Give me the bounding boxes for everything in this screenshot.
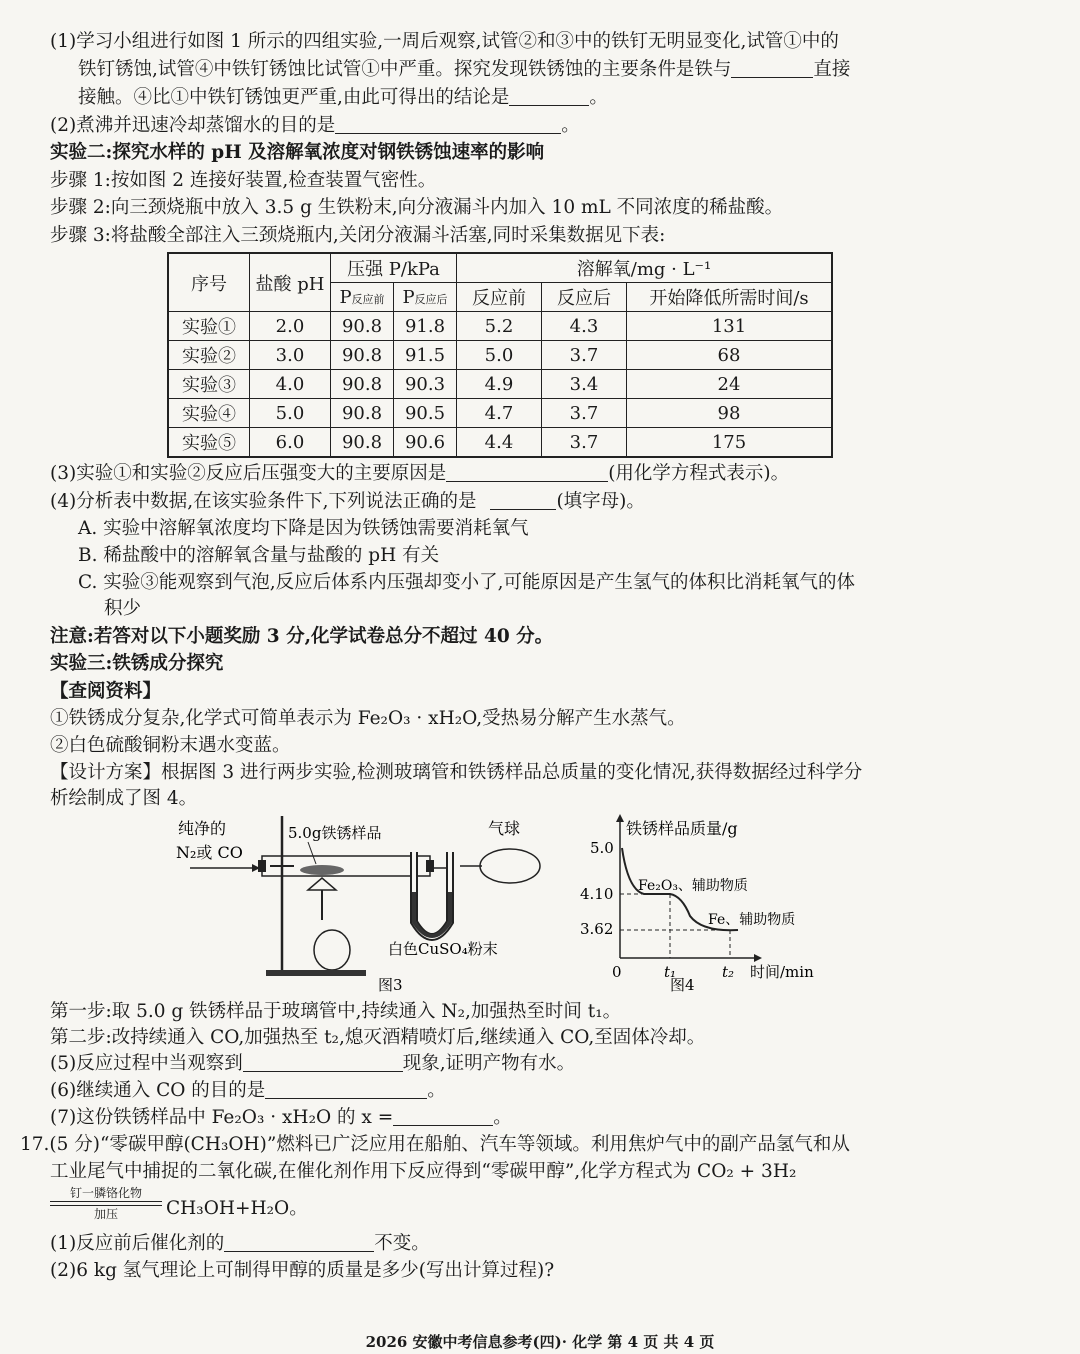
- table-cell-o2: 3.7: [542, 428, 627, 458]
- q1-blank-2[interactable]: [509, 87, 589, 106]
- fig3-alcohol-lamp: [314, 930, 350, 970]
- q2-blank[interactable]: [335, 115, 561, 134]
- table-cell-o2: 3.7: [542, 399, 627, 428]
- step-second: 第二步:改持续通入 CO,加强热至 t₂,熄灭酒精喷灯后,继续通入 CO,至固体冷却。: [50, 1027, 706, 1048]
- q5-blank[interactable]: [243, 1053, 403, 1072]
- table-cell-name: 实验⑤: [168, 428, 250, 458]
- fig4-label-fe: Fe、辅助物质: [708, 912, 796, 928]
- table-cell-ph: 6.0: [250, 428, 331, 458]
- table-cell-o1: 4.4: [457, 428, 542, 458]
- q7-end: 。: [493, 1107, 512, 1128]
- table-cell-t: 24: [627, 370, 833, 399]
- q2-line: [50, 114, 580, 138]
- header-index: 序号: [168, 253, 250, 312]
- table-cell-name: 实验④: [168, 399, 250, 428]
- fig3-cuso4-label: 白色CuSO₄粉末: [388, 940, 498, 958]
- fig3-gas-label2: N₂或 CO: [176, 843, 243, 862]
- q4-option-c: C. 实验③能观察到气泡,反应后体系内压强却变小了,可能原因是产生氢气的体积比消耗氧气的体: [78, 572, 856, 593]
- table-cell-p1: 90.8: [331, 312, 394, 341]
- fig4-origin: 0: [612, 963, 622, 981]
- page-footer: 2026 安徽中考信息参考(四)· 化学 第 4 页 共 4 页: [365, 1333, 715, 1351]
- q17-equals-sign: [50, 1201, 162, 1206]
- q6-blank[interactable]: [265, 1080, 427, 1099]
- table-row: [168, 341, 832, 370]
- q1-line3-end: 。: [589, 87, 608, 108]
- table-cell-p2: 91.5: [394, 341, 457, 370]
- fig4-y-tick-3: 3.62: [580, 920, 614, 938]
- fig3-balloon-label: 气球: [488, 819, 521, 838]
- table-cell-t: 131: [627, 312, 833, 341]
- table-cell-p1: 90.8: [331, 399, 394, 428]
- q4-line: [50, 490, 645, 514]
- q17-sub1-blank[interactable]: [224, 1233, 374, 1252]
- exp2-title: 实验二:探究水样的 pH 及溶解氧浓度对钢铁锈蚀速率的影响: [50, 142, 545, 163]
- exp2-step2: 步骤 2:向三颈烧瓶中放入 3.5 g 生铁粉末,向分液漏斗内加入 10 mL 不同浓度的稀盐酸。: [50, 197, 784, 218]
- q4-text: (4)分析表中数据,在该实验条件下,下列说法正确的是: [50, 491, 477, 512]
- q3-text: (3)实验①和实验②反应后压强变大的主要原因是: [50, 463, 447, 484]
- fig3-rust-sample: [300, 865, 344, 875]
- fig3-stand-base: [266, 970, 366, 976]
- step-first: 第一步:取 5.0 g 铁锈样品于玻璃管中,持续通入 N₂,加强热至时间 t₁。: [50, 1001, 622, 1022]
- table-row: [168, 399, 832, 428]
- q4-option-c-cont: 积少: [104, 598, 142, 619]
- table-cell-p1: 90.8: [331, 428, 394, 458]
- fig4-y-label: 铁锈样品质量/g: [626, 819, 738, 838]
- q7-text: (7)这份铁锈样品中 Fe₂O₃ · xH₂O 的 x =: [50, 1107, 394, 1128]
- q3-blank[interactable]: [446, 463, 608, 482]
- header-oxygen: 溶解氧/mg · L⁻¹: [457, 253, 833, 283]
- table-row: [168, 370, 832, 399]
- table-cell-ph: 5.0: [250, 399, 331, 428]
- table-cell-p1: 90.8: [331, 370, 394, 399]
- exp2-step3: 步骤 3:将盐酸全部注入三颈烧瓶内,关闭分液漏斗活塞,同时采集数据见下表:: [50, 225, 666, 246]
- q5-end: 现象,证明产物有水。: [402, 1053, 576, 1074]
- data-table: [167, 252, 833, 458]
- q1-blank-1[interactable]: [731, 59, 813, 78]
- fig4-t2: t₂: [722, 963, 735, 981]
- table-cell-t: 68: [627, 341, 833, 370]
- table-cell-t: 98: [627, 399, 833, 428]
- q7-line: [50, 1106, 512, 1130]
- q17-sub2: (2)6 kg 氢气理论上可制得甲醇的质量是多少(写出计算过程)?: [50, 1260, 555, 1281]
- q17-cond-top: 钉一膦铬化物: [69, 1186, 142, 1200]
- table-cell-name: 实验①: [168, 312, 250, 341]
- q17-product: CH₃OH+H₂O。: [166, 1198, 308, 1219]
- header-p-before: P反应前: [331, 283, 394, 312]
- fig4-x-arrow: [754, 954, 762, 962]
- table-cell-p2: 91.8: [394, 312, 457, 341]
- header-o-before: 反应前: [457, 283, 542, 312]
- q1-line2: [78, 58, 850, 82]
- fig4-label-fe2o3: Fe₂O₃、辅助物质: [638, 878, 748, 894]
- q1-line3-text: 接触。④比①中铁钉锈蚀更严重,由此可得出的结论是: [78, 87, 510, 108]
- q6-text: (6)继续通入 CO 的目的是: [50, 1080, 266, 1101]
- q17-line2: 工业尾气中捕捉的二氧化碳,在催化剂作用下反应得到“零碳甲醇”,化学方程式为 CO₂ + 3H₂: [50, 1161, 797, 1182]
- q1-line2-end: 直接: [813, 59, 851, 80]
- header-time: 开始降低所需时间/s: [627, 283, 833, 312]
- fig4-x-label: 时间/min: [750, 963, 814, 981]
- exp3-ref2: ②白色硫酸铜粉末遇水变蓝。: [50, 735, 291, 756]
- fig3-balloon: [480, 849, 540, 883]
- table-cell-ph: 4.0: [250, 370, 331, 399]
- fig4-y-arrow: [616, 814, 624, 822]
- table-cell-o2: 3.7: [542, 341, 627, 370]
- q3-end: (用化学方程式表示)。: [608, 463, 790, 484]
- q3-line: [50, 462, 789, 486]
- table-cell-o2: 4.3: [542, 312, 627, 341]
- fig3-sample-pointer: [308, 842, 316, 864]
- exp3-ref-title: 【查阅资料】: [50, 681, 162, 702]
- header-o-after: 反应后: [542, 283, 627, 312]
- table-row: [168, 428, 832, 458]
- exp3-title: 实验三:铁锈成分探究: [50, 653, 224, 674]
- fig3-caption: 图3: [378, 976, 403, 994]
- exp2-step1: 步骤 1:按如图 2 连接好装置,检查装置气密性。: [50, 170, 437, 191]
- q17-sub1-end: 不变。: [374, 1233, 430, 1254]
- exp3-plan-line1: 【设计方案】根据图 3 进行两步实验,检测玻璃管和铁锈样品总质量的变化情况,获得数据经过科学分: [50, 762, 863, 783]
- figure-3-apparatus: [170, 812, 550, 997]
- q6-line: [50, 1079, 446, 1103]
- table-cell-name: 实验③: [168, 370, 250, 399]
- q6-end: 。: [427, 1080, 446, 1101]
- table-cell-ph: 2.0: [250, 312, 331, 341]
- fig3-stopper-right: [426, 860, 434, 872]
- fig3-cuso4-powder: [414, 892, 450, 936]
- q1-line3: [78, 86, 608, 110]
- table-cell-p2: 90.6: [394, 428, 457, 458]
- q17-line1: 17.(5 分)“零碳甲醇(CH₃OH)”燃料已广泛应用在船舶、汽车等领域。利用焦炉气中的副产品氢气和从: [20, 1134, 850, 1155]
- table-header-row-1: [168, 253, 832, 283]
- table-cell-o1: 4.7: [457, 399, 542, 428]
- q1-line2-text: 铁钉锈蚀,试管④中铁钉锈蚀比试管①中严重。探究发现铁锈蚀的主要条件是铁与: [78, 59, 732, 80]
- q17-cond-bottom: 加压: [93, 1207, 118, 1221]
- header-pressure: 压强 P/kPa: [331, 253, 457, 283]
- table-cell-name: 实验②: [168, 341, 250, 370]
- exp3-plan-line2: 析绘制成了图 4。: [50, 788, 198, 809]
- fig3-stopper-left: [258, 860, 266, 872]
- fig3-sample-label: 5.0g铁锈样品: [288, 824, 382, 842]
- q4-end: (填字母)。: [556, 491, 645, 512]
- table-cell-ph: 3.0: [250, 341, 331, 370]
- table-cell-p2: 90.5: [394, 399, 457, 428]
- q17-sub1: [50, 1232, 430, 1256]
- q2-end: 。: [561, 115, 580, 136]
- q4-option-b: B. 稀盐酸中的溶解氧含量与盐酸的 pH 有关: [78, 545, 440, 566]
- table-cell-o1: 5.0: [457, 341, 542, 370]
- table-cell-t: 175: [627, 428, 833, 458]
- table-cell-p1: 90.8: [331, 341, 394, 370]
- q17-sub1-text: (1)反应前后催化剂的: [50, 1233, 225, 1254]
- table-row: [168, 312, 832, 341]
- table-cell-p2: 90.3: [394, 370, 457, 399]
- header-p-after: P反应后: [394, 283, 457, 312]
- table-cell-o1: 5.2: [457, 312, 542, 341]
- fig3-burner-flame: [308, 878, 336, 890]
- table-cell-o2: 3.4: [542, 370, 627, 399]
- q1-line1: (1)学习小组进行如图 1 所示的四组实验,一周后观察,试管②和③中的铁钉无明显变化,试管①中的: [50, 31, 839, 52]
- q7-blank[interactable]: [393, 1107, 493, 1126]
- header-ph: 盐酸 pH: [250, 253, 331, 312]
- q2-text: (2)煮沸并迅速冷却蒸馏水的目的是: [50, 115, 336, 136]
- figure-4-graph: [578, 812, 840, 997]
- q5-line: [50, 1052, 575, 1076]
- q5-text: (5)反应过程中当观察到: [50, 1053, 243, 1074]
- q17-reaction-condition: [50, 1186, 162, 1221]
- fig4-t1: t₁: [664, 963, 677, 981]
- q4-blank[interactable]: [490, 491, 556, 510]
- exp3-ref1: ①铁锈成分复杂,化学式可简单表示为 Fe₂O₃ · xH₂O,受热易分解产生水蒸气。: [50, 708, 686, 729]
- fig4-y-tick-1: 5.0: [590, 839, 614, 857]
- fig3-gas-label1: 纯净的: [178, 819, 227, 838]
- fig4-caption: 图4: [670, 976, 695, 994]
- q4-option-a: A. 实验中溶解氧浓度均下降是因为铁锈蚀需要消耗氧气: [78, 518, 529, 539]
- bonus-note: 注意:若答对以下小题奖励 3 分,化学试卷总分不超过 40 分。: [50, 626, 554, 647]
- fig4-y-tick-2: 4.10: [580, 885, 614, 903]
- table-cell-o1: 4.9: [457, 370, 542, 399]
